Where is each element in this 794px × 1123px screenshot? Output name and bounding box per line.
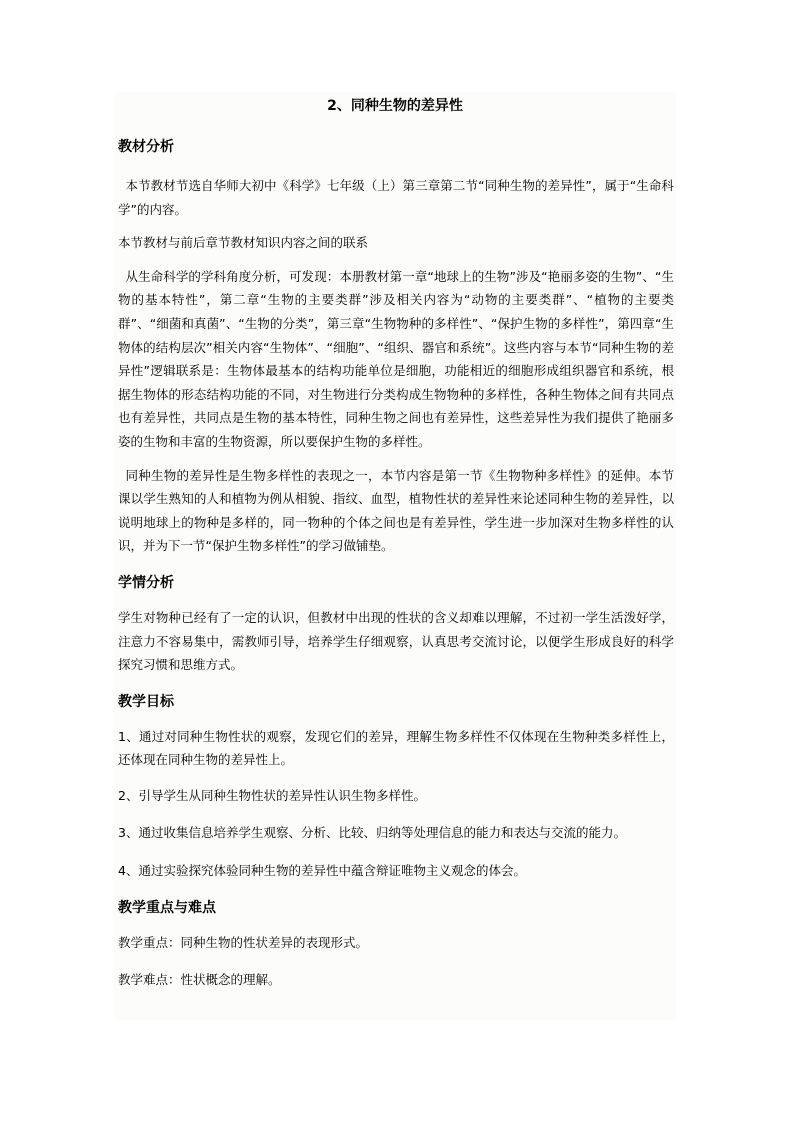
heading-textbook-analysis: 教材分析 xyxy=(118,139,174,155)
paragraph: 教学重点：同种生物的性状差异的表现形式。 xyxy=(118,934,369,950)
document-content xyxy=(114,92,676,1020)
heading-key-points: 教学重点与难点 xyxy=(118,899,216,916)
paragraph: 1、通过对同种生物性状的观察，发现它们的差异，理解生物多样性不仅体现在生物种类多样性上，还体现在同种生物的差异性上。 xyxy=(118,728,674,768)
paragraph: 2、引导学生从同种生物性状的差异性认识生物多样性。 xyxy=(118,787,426,803)
paragraph: 本节教材与前后章节教材知识内容之间的联系 xyxy=(118,235,369,251)
paragraph: 从生命科学的学科角度分析，可发现：本册教材第一章“地球上的生物”涉及“艳丽多姿的生物”、“生物的基本特性”，第二章“生物的主要类群”涉及相关内容为“动物的主要类群”、“植物的主要类群”、“细菌和真菌”、“生物的分类”，第三章“生物物种的多样性”、“保护生物的多样性”，第四章“生物体的结构层次”相关内容“生物体”、“细胞”、“组织、器官和系统”。这些内容与本节“同种生物的差异性”逻辑联系是：生物体最基本的结构功能单位是细胞，功能相近的细胞形成组织器官和系统，根据生物体的形态结构功能的不同，对生物进行分类构成生物物种的多样性，各种生物体之间有共同点也有差异性，共同点是生物的基本特性，同种生物之间也有差异性，这些差异性为我们提供了艳丽多姿的生物和丰富的生物资源，所以要保护生物的多样性。 xyxy=(118,268,674,449)
heading-student-analysis: 学情分析 xyxy=(118,574,174,591)
paragraph: 同种生物的差异性是生物多样性的表现之一，本节内容是第一节《生物物种多样性》的延伸。本节课以学生熟知的人和植物为例从相貌、指纹、血型，植物性状的差异性来论述同种生物的差异性，以说明地球上的物种是多样的，同一物种的个体之间也是有差异性，学生进一步加深对生物多样性的认识，并为下一节“保护生物多样性”的学习做铺垫。 xyxy=(118,467,674,554)
heading-teaching-goals: 教学目标 xyxy=(118,693,174,710)
paragraph: 学生对物种已经有了一定的认识，但教材中出现的性状的含义却难以理解，不过初一学生活泼好学，注意力不容易集中，需教师引导，培养学生仔细观察，认真思考交流讨论，以便学生形成良好的科学探究习惯和思维方式。 xyxy=(118,609,674,673)
paragraph: 4、通过实验探究体验同种生物的差异性中蕴含辩证唯物主义观念的体会。 xyxy=(118,863,526,879)
document-title: 2、同种生物的差异性 xyxy=(327,98,463,114)
paragraph: 3、通过收集信息培养学生观察、分析、比较、归纳等处理信息的能力和表达与交流的能力。 xyxy=(118,825,626,841)
paragraph: 教学难点：性状概念的理解。 xyxy=(118,972,281,988)
paragraph: 本节教材节选自华师大初中《科学》七年级（上）第三章第二节“同种生物的差异性”，属于“生命科学”的内容。 xyxy=(118,178,674,217)
